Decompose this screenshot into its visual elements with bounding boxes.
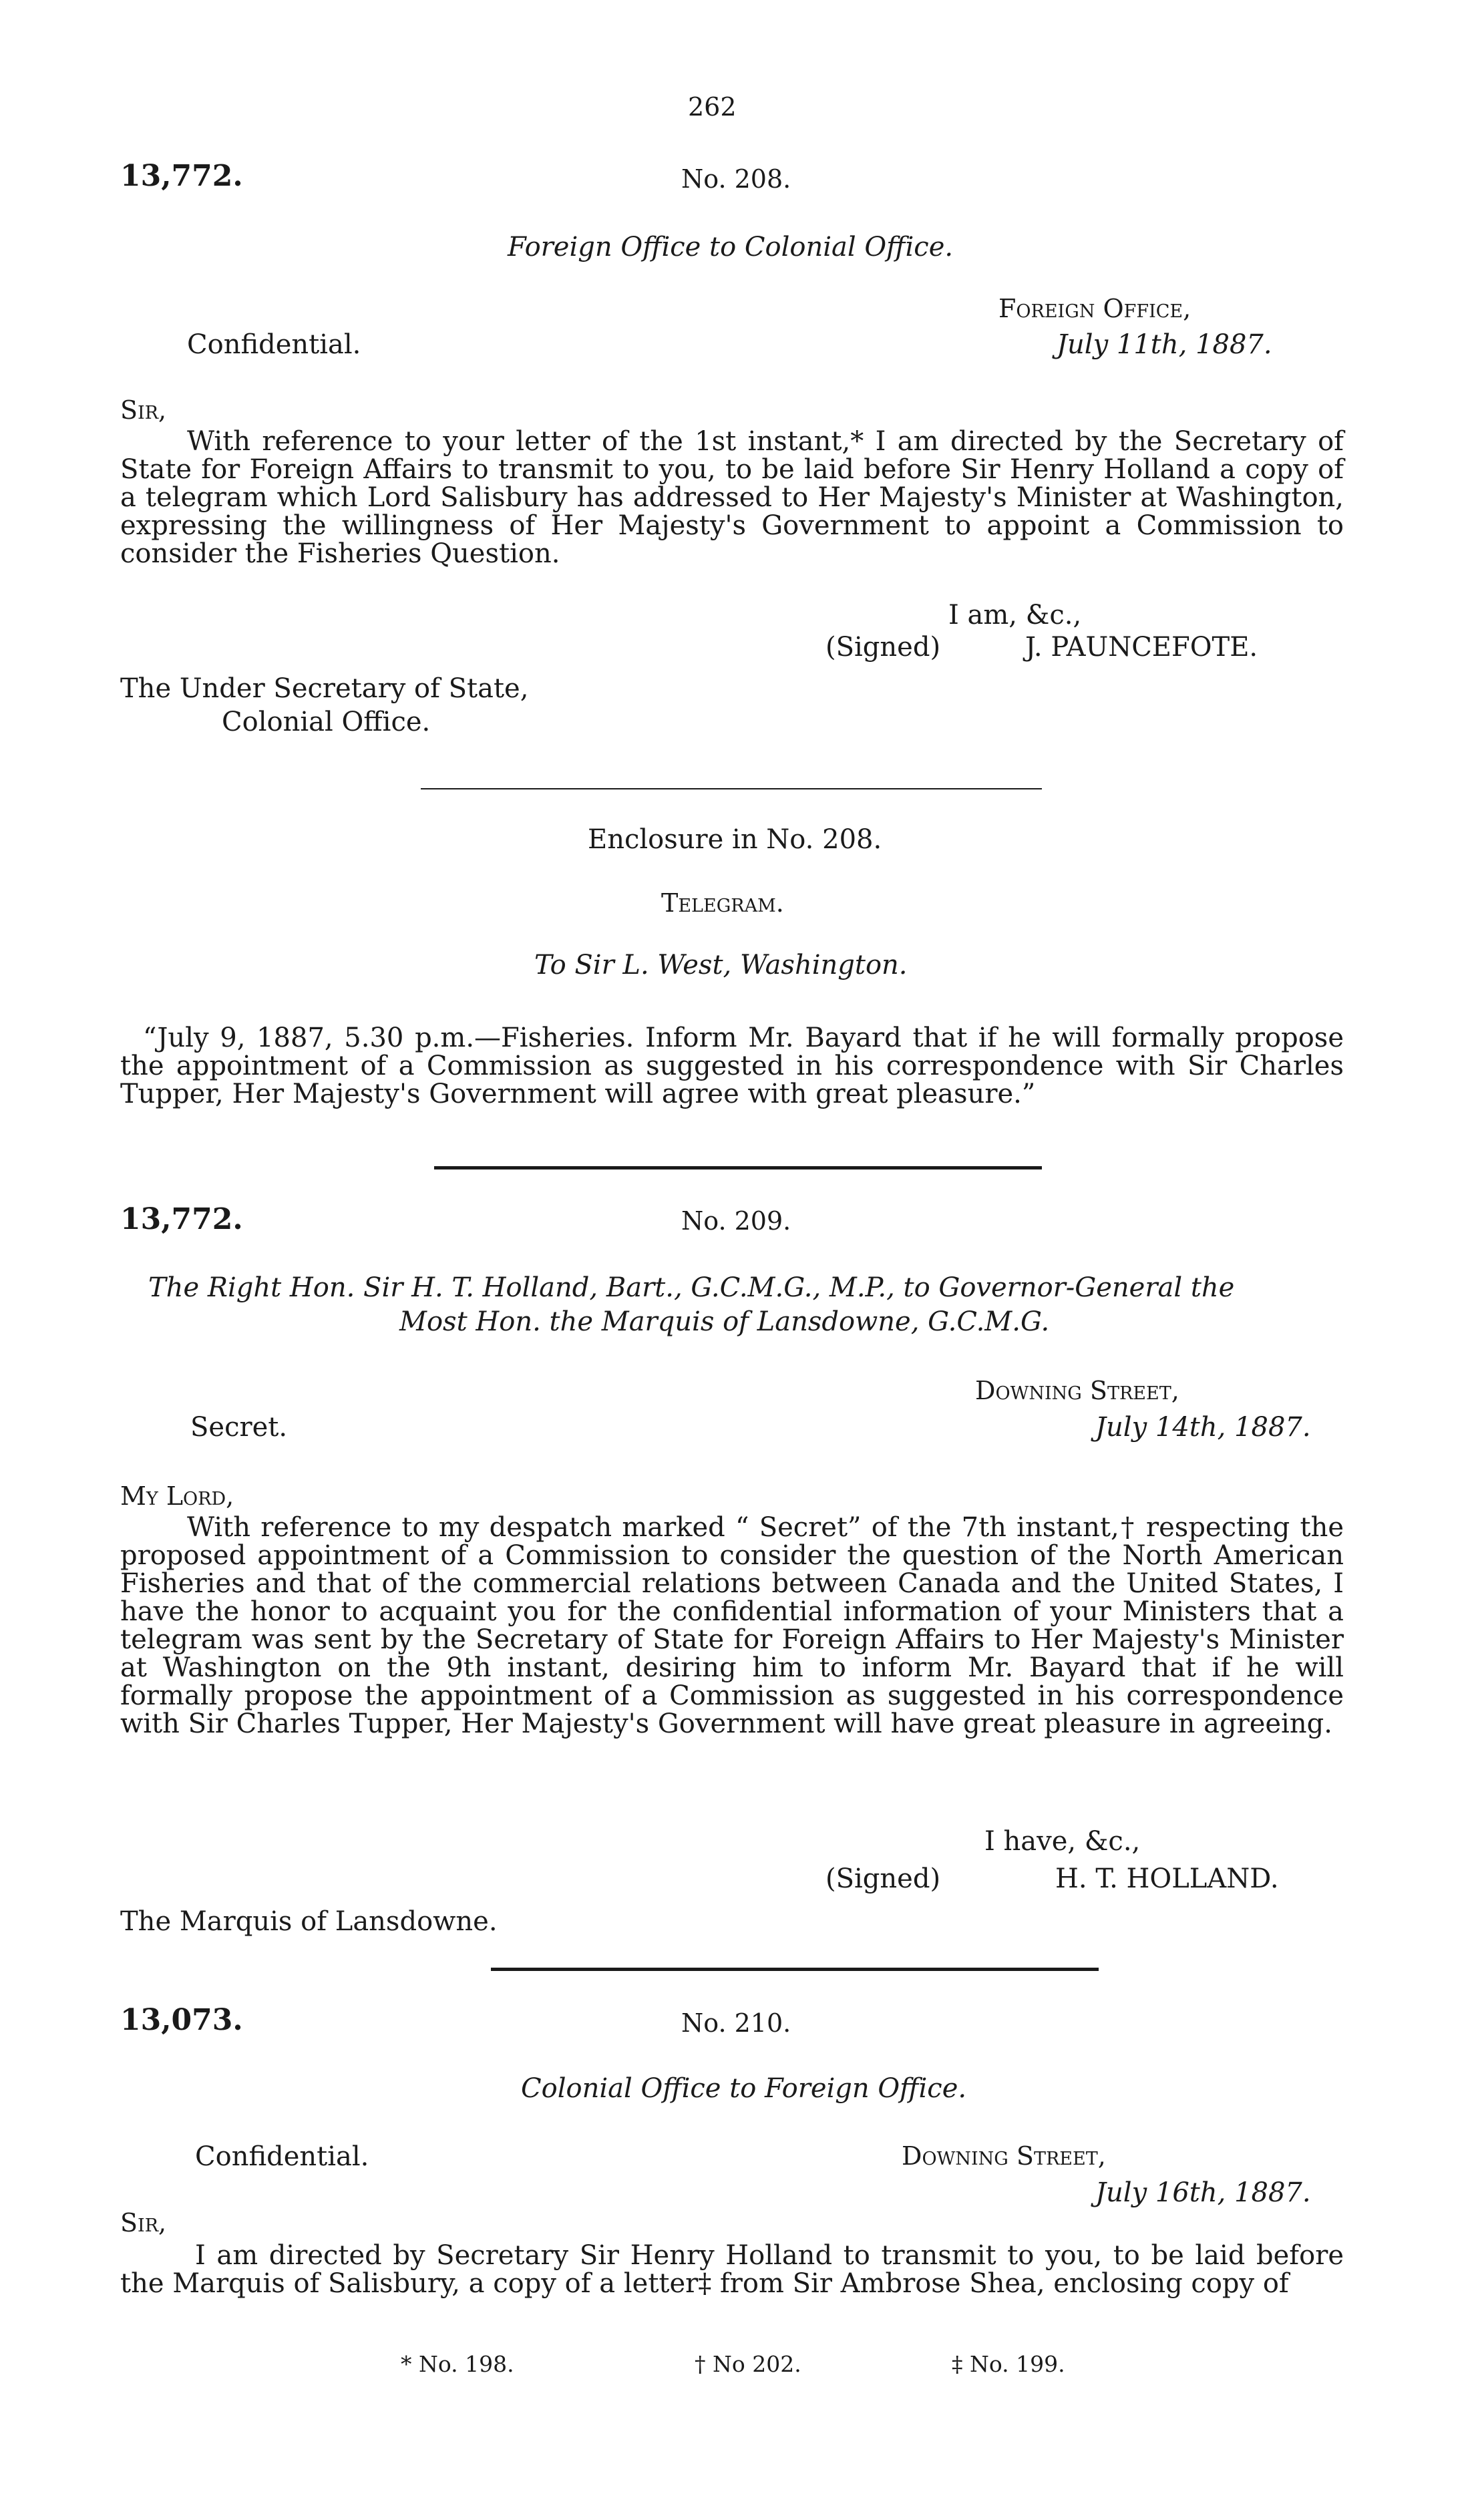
- signed-label: (Signed): [825, 632, 941, 663]
- marking-label: Confidential.: [187, 329, 361, 360]
- footnote: ‡ No. 199.: [952, 2351, 1065, 2377]
- signed-label: (Signed): [825, 1863, 941, 1894]
- addressee-line: The Marquis of Lansdowne.: [120, 1906, 498, 1937]
- enclosure-title: Enclosure in No. 208.: [588, 824, 882, 855]
- letter-closing: I have, &c.,: [984, 1826, 1141, 1857]
- document-number: No. 209.: [681, 1206, 791, 1236]
- section-divider: [491, 1968, 1099, 1971]
- letter-heading: Colonial Office to Foreign Office.: [521, 2073, 967, 2104]
- letter-body-text: With reference to your letter of the 1st instant,* I am directed by the Secretary of State for Foreign Affairs to transmit to you, to be laid before Sir Henry Holland a copy of a telegram which Lord Salisbury has addressed to Her Majesty's Minister at Washington, expressing the willingness of Her Majesty's Government to appoint a Commission to consider the Fisheries Question.: [120, 426, 1344, 569]
- signatory-name: J. PAUNCEFOTE.: [1025, 632, 1258, 663]
- letter-heading: Foreign Office to Colonial Office.: [508, 232, 954, 262]
- telegram-recipient: To Sir L. West, Washington.: [534, 950, 908, 980]
- section-divider: [421, 788, 1042, 789]
- register-number: 13,772.: [120, 159, 243, 193]
- register-number: 13,073.: [120, 2003, 243, 2037]
- letter-body-text: I am directed by Secretary Sir Henry Holland to transmit to you, to be laid before the Marquis of Salisbury, a copy of a letter‡ from Sir Ambrose Shea, enclosing copy of: [120, 2240, 1344, 2299]
- signatory-name: H. T. HOLLAND.: [1055, 1863, 1279, 1894]
- letter-heading: Most Hon. the Marquis of Lansdowne, G.C.M.G.: [399, 1306, 1050, 1337]
- letter-heading: The Right Hon. Sir H. T. Holland, Bart., G.C.M.G., M.P., to Governor-General the: [148, 1272, 1235, 1303]
- telegram-label: Telegram.: [661, 888, 784, 918]
- salutation: Sir,: [120, 395, 167, 425]
- letter-date: July 11th, 1887.: [1057, 329, 1272, 360]
- register-number: 13,772.: [120, 1202, 243, 1236]
- footnote: * No. 198.: [401, 2351, 514, 2377]
- letter-body-text: With reference to my despatch marked “ Secret” of the 7th instant,† respecting the proposed appointment of a Commission to consider the question of the North American Fisheries and that of the commercial relations between Canada and the United States, I have the honor to acquaint you for the confidential information of your Ministers that a telegram was sent by the Secretary of State for Foreign Affairs to Her Majesty's Minister at Washington on the 9th instant, desiring him to inform Mr. Bayard that if he will formally propose the appointment of a Commission as suggested in his correspondence with Sir Charles Tupper, Her Majesty's Government will have great pleasure in agreeing.: [120, 1512, 1344, 1739]
- sender-place: Downing Street,: [975, 1376, 1179, 1405]
- addressee-line: Colonial Office.: [222, 707, 431, 737]
- letter-date: July 14th, 1887.: [1095, 1412, 1311, 1443]
- addressee-line: The Under Secretary of State,: [120, 673, 529, 704]
- footnote: † No 202.: [695, 2351, 801, 2377]
- page-number: 262: [688, 92, 737, 122]
- salutation: My Lord,: [120, 1481, 234, 1511]
- section-divider: [434, 1166, 1042, 1169]
- letter-closing: I am, &c.,: [948, 600, 1082, 631]
- telegram-body-text: “July 9, 1887, 5.30 p.m.—Fisheries. Inform Mr. Bayard that if he will formally propose the appointment of a Commission as suggested in his correspondence with Sir Charles Tupper, Her Majesty's Government will agree with great pleasure.”: [120, 1023, 1344, 1109]
- sender-place: Downing Street,: [902, 2141, 1106, 2171]
- letter-body: [120, 2241, 1344, 2298]
- marking-label: Confidential.: [195, 2141, 369, 2172]
- marking-label: Secret.: [190, 1412, 288, 1443]
- letter-date: July 16th, 1887.: [1095, 2177, 1311, 2208]
- telegram-body: [120, 1024, 1344, 1108]
- letter-body: [120, 1513, 1344, 1738]
- letter-body: [120, 427, 1344, 568]
- sender-place: Foreign Office,: [998, 294, 1191, 323]
- document-number: No. 210.: [681, 2008, 791, 2038]
- salutation: Sir,: [120, 2208, 167, 2237]
- document-number: No. 208.: [681, 164, 791, 194]
